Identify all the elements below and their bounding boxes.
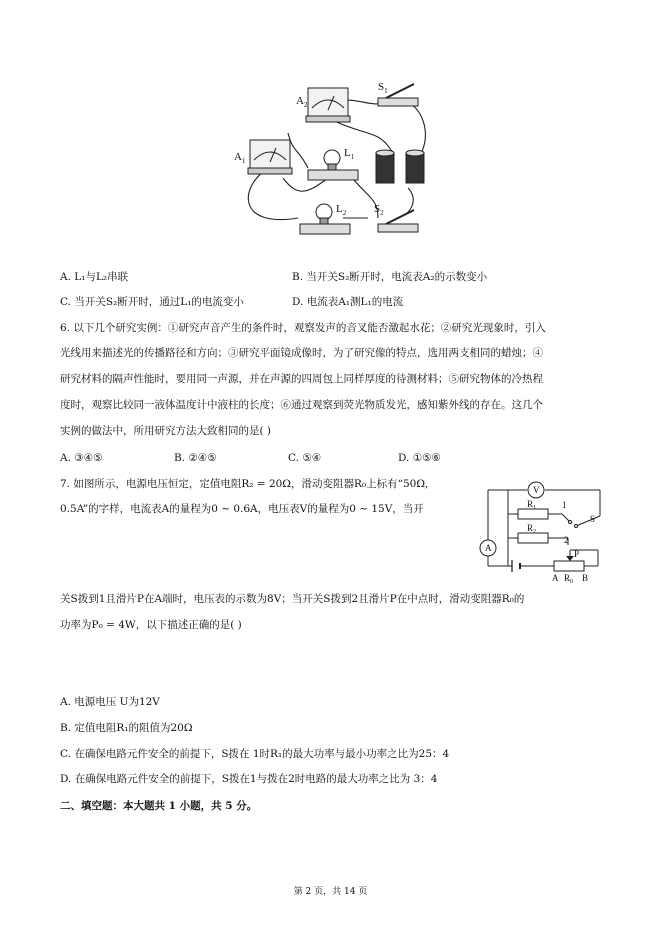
fig1-label-a1: $A_1$: [234, 151, 246, 165]
fig1-label-s1: $S_1$: [378, 81, 388, 95]
circuit-label-2: 2: [564, 535, 569, 545]
circuit-label-a: A: [485, 543, 492, 553]
circuit-label-v: V: [533, 485, 540, 495]
circuit-label-s: S: [590, 514, 596, 524]
q6-option-c: C. ⑤④: [288, 452, 322, 464]
circuit-label-end-b: B: [582, 573, 589, 583]
q6-line-4: 度时，观察比较同一液体温度计中液柱的长度；⑥通过观察到荧光物质发光，感知紫外线的存在。这几个: [60, 399, 543, 411]
q7-line-1: 7. 如图所示，电源电压恒定，定值电阻R₂ = 20Ω，滑动变阻器R₀上标有“50Ω,: [60, 478, 429, 490]
q5-option-c: C. 当开关S₂断开时，通过L₁的电流变小: [60, 296, 244, 308]
q6-option-d: D. ①⑤⑥: [398, 452, 441, 464]
q6-option-a: A. ③④⑤: [60, 452, 103, 464]
q5-option-b: B. 当开关S₂断开时，电流表A₂的示数变小: [292, 271, 488, 283]
q6-line-2: 光线用来描述光的传播路径和方向；③研究平面镜成像时，为了研究像的特点，选用两支相同的蜡烛；④: [60, 347, 543, 359]
q5-option-d: D. 电流表A₁测L₁的电流: [292, 296, 404, 308]
page-footer: 第 2 页，共 14 页: [293, 887, 368, 897]
fig1-label-a2: $A_2$: [296, 95, 308, 109]
q7-option-c: C. 在确保电路元件安全的前提下，S拨在 1时R₁的最大功率与最小功率之比为25：4: [60, 748, 450, 760]
circuit-label-r0: $R_0$: [564, 573, 574, 584]
q6-line-3: 研究材料的隔声性能时，要用同一声源，并在声源的四周包上同样厚度的待测材料；⑤研究物体的冷热程: [60, 373, 543, 385]
fig1-label-s2: $S_2$: [374, 203, 384, 217]
ammeter-a1-icon: [248, 140, 292, 174]
q6-line-1: 6. 以下几个研究实例：①研究声音产生的条件时，观察发声的音叉能否激起水花；②研究光现象时，引入: [60, 322, 546, 334]
q7-line-4: 功率为P₀ = 4W，以下描述正确的是( ): [60, 619, 242, 631]
section-2-heading: 二、填空题：本大题共 1 小题，共 5 分。: [60, 800, 258, 812]
fig1-label-l2: $L_2$: [336, 203, 347, 217]
q7-option-d: D. 在确保电路元件安全的前提下，S拨在1与拨在2时电路的最大功率之比为 3：4: [60, 773, 438, 785]
q7-option-b: B. 定值电阻R₁的阻值为20Ω: [60, 722, 193, 734]
q7-line-2: 0.5A”的字样，电流表A的量程为0 ~ 0.6A，电压表V的量程为0 ~ 15V，当开: [60, 503, 424, 515]
circuit-schematic-figure: [478, 480, 608, 584]
switch-s2-icon: [378, 210, 418, 232]
circuit-label-1: 1: [562, 500, 567, 510]
q7-line-3: 关S拨到1且滑片P在A端时，电压表的示数为8V；当开关S拨到2且滑片P在中点时，滑动变阻器R₀的: [60, 593, 525, 605]
q6-line-5: 实例的做法中，所用研究方法大致相同的是( ): [60, 425, 272, 437]
circuit-label-r2: $R_2$: [527, 523, 537, 535]
q7-option-a: A. 电源电压 U为12V: [60, 696, 160, 708]
circuit-label-end-a: A: [552, 573, 559, 583]
ammeter-a2-icon: [306, 88, 350, 122]
fig1-label-l1: $L_1$: [344, 147, 355, 161]
q6-option-b: B. ②④⑤: [174, 452, 217, 464]
rheostat-r0-icon: [554, 561, 584, 571]
battery-icon: [376, 150, 424, 183]
q5-option-a: A. L₁与L₂串联: [60, 271, 129, 283]
circuit-label-r1: $R_1$: [527, 499, 537, 511]
circuit-photo-figure: [228, 78, 438, 240]
circuit-label-p: P: [574, 549, 580, 559]
